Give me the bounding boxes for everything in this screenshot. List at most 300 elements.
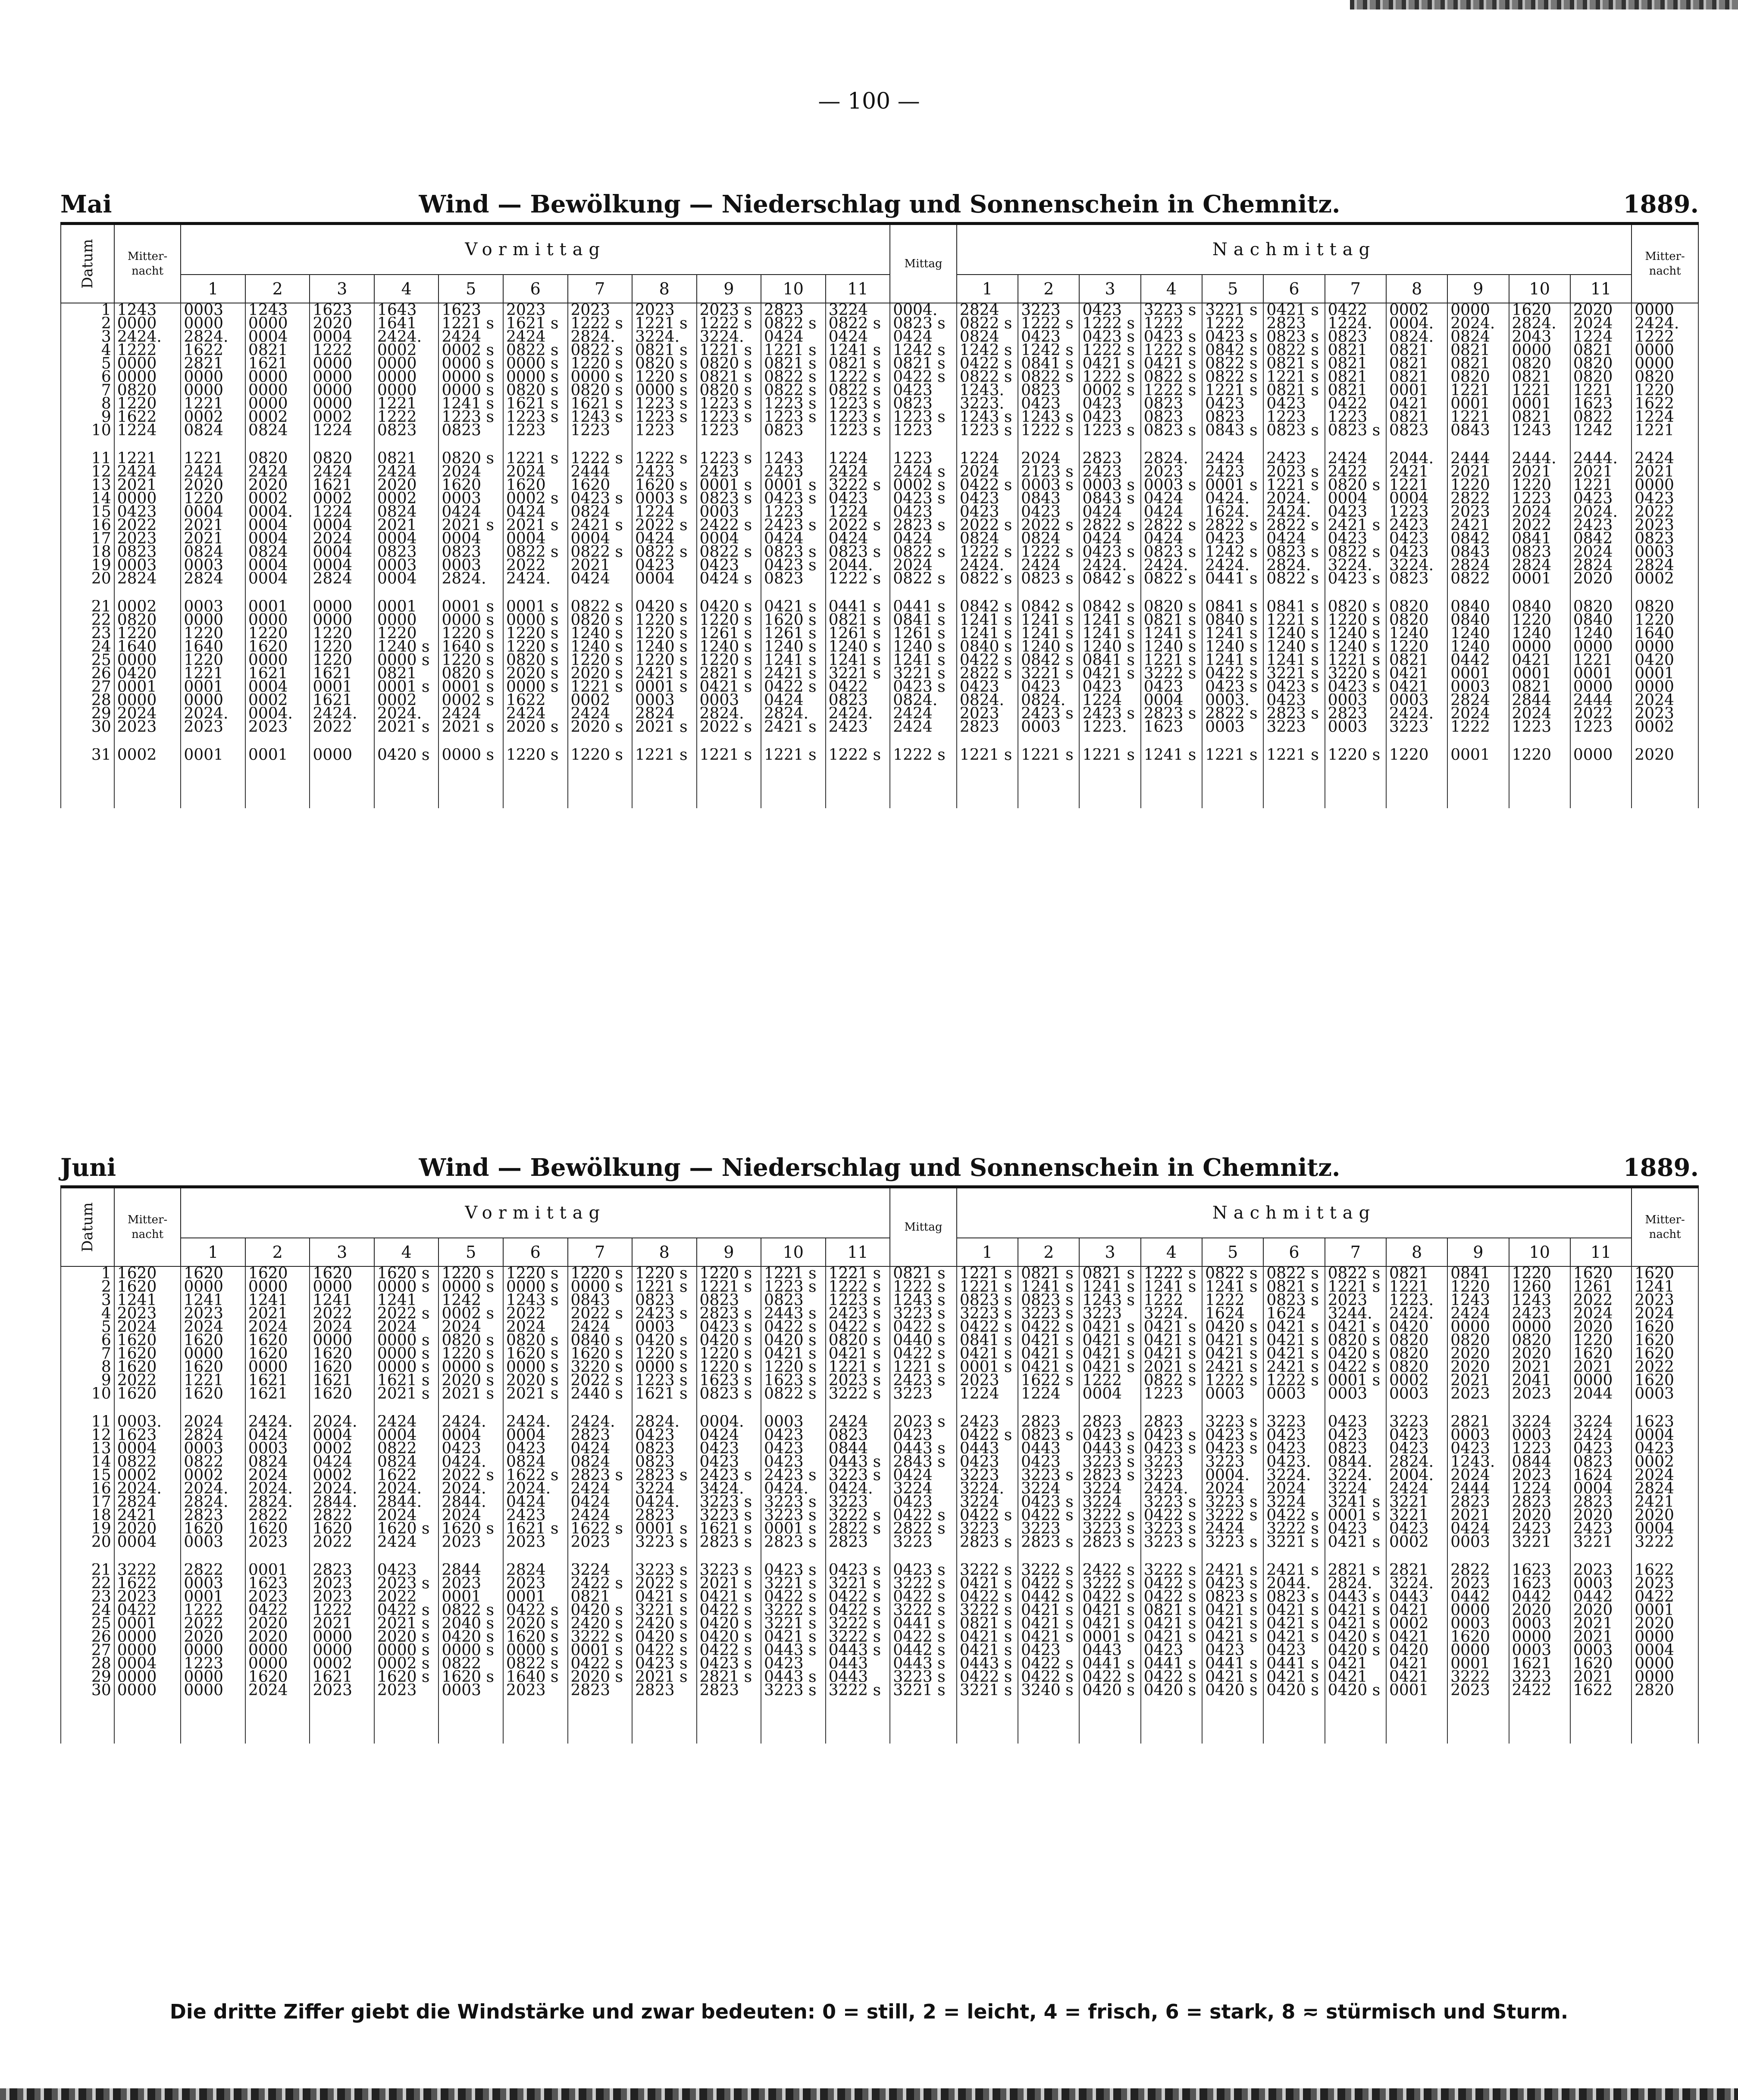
observation-cell: 1222 [1202, 1294, 1263, 1307]
nachmittag-hour-9-header: 9 [1447, 275, 1509, 303]
date-cell: 22 [61, 613, 114, 627]
observation-cell: 2424 [310, 465, 374, 478]
observation-cell: 2822 s [826, 1522, 890, 1535]
observation-cell: 1240 s [1018, 640, 1079, 653]
observation-cell: 0423 [1386, 1428, 1447, 1442]
observation-cell: 0442 [1570, 1590, 1632, 1603]
observation-cell: 0423 [1263, 694, 1325, 707]
observation-cell: 0823 [1141, 410, 1202, 424]
observation-cell: 1241 s [1141, 748, 1202, 762]
observation-cell: 0004 [114, 1535, 181, 1549]
observation-cell: 0000 s [503, 1644, 568, 1657]
observation-cell: 1220 [1386, 748, 1447, 762]
observation-cell: 1221 [1570, 653, 1632, 667]
observation-cell: 0824 [957, 532, 1018, 545]
observation-cell: 2823 [1018, 1415, 1079, 1428]
nachmittag-hour-4-header: 4 [1141, 275, 1202, 303]
observation-cell: 0004 [438, 1428, 503, 1442]
observation-cell: 2420 s [568, 1617, 633, 1630]
observation-cell: 2823 [568, 1428, 633, 1442]
observation-cell: 0822 s [1263, 572, 1325, 585]
observation-cell: 0000 [114, 653, 181, 667]
observation-cell: 2420 s [632, 1617, 697, 1630]
observation-cell: 0422 [1325, 303, 1386, 317]
date-cell: 24 [61, 640, 114, 653]
observation-cell: 1221 s [632, 317, 697, 330]
observation-cell: 3220 s [568, 1360, 633, 1374]
date-cell: 24 [61, 1603, 114, 1617]
date-cell: 11 [61, 1415, 114, 1428]
observation-cell: 0003 [1447, 680, 1509, 694]
observation-cell: 2022 [503, 1307, 568, 1320]
observation-cell: 0000 [245, 613, 310, 627]
observation-cell: 0004 [1632, 1428, 1698, 1442]
observation-cell: 0001 [1632, 667, 1698, 680]
observation-cell: 0423 s [1202, 330, 1263, 344]
observation-cell: 0423 [697, 559, 761, 572]
observation-cell: 2021 [1632, 465, 1698, 478]
observation-cell: 2823 [1079, 452, 1140, 465]
observation-cell: 2021 s [697, 1577, 761, 1590]
observation-cell: 1620 [1632, 1266, 1698, 1280]
observation-cell: 1640 [1632, 627, 1698, 640]
observation-cell: 2021 [181, 519, 245, 532]
table-row [61, 465, 1698, 478]
observation-cell: 0003 [1386, 694, 1447, 707]
table-row [61, 640, 1698, 653]
date-cell: 21 [61, 1563, 114, 1577]
observation-cell: 0421 [1386, 1630, 1447, 1644]
observation-cell: 2020 [1570, 572, 1632, 585]
vormittag-hour-1-header: 1 [181, 1238, 245, 1266]
observation-cell: 2020 s [568, 1670, 633, 1684]
observation-cell: 1221 s [1263, 370, 1325, 384]
observation-cell: 1620 [181, 1266, 245, 1280]
vormittag-hour-9-header: 9 [697, 275, 761, 303]
observation-cell: 1224 [114, 424, 181, 437]
observation-cell: 0421 s [1018, 1347, 1079, 1360]
observation-cell: 1222 s [890, 748, 957, 762]
table-row [61, 1603, 1698, 1617]
observation-cell: 1240 s [1325, 640, 1386, 653]
observation-cell: 2423 s [826, 1307, 890, 1320]
observation-cell: 0420 s [1325, 1644, 1386, 1657]
observation-cell: 0424. [438, 1455, 503, 1469]
nachmittag-hour-3-header: 3 [1079, 1238, 1140, 1266]
observation-cell: 3223 s [761, 1495, 826, 1509]
observation-cell: 0842 s [1202, 344, 1263, 357]
observation-cell: 1220 [1509, 478, 1570, 492]
observation-cell: 0004 [310, 330, 374, 344]
observation-cell: 2423 [761, 465, 826, 478]
observation-cell: 0823 [1386, 572, 1447, 585]
observation-cell: 2824 [1632, 1482, 1698, 1495]
date-cell: 20 [61, 1535, 114, 1549]
date-cell: 9 [61, 1374, 114, 1387]
observation-cell: 0820 [1447, 1334, 1509, 1347]
observation-cell: 2823 [1447, 1495, 1509, 1509]
observation-cell: 0821 s [1263, 357, 1325, 370]
observation-cell: 0000 [310, 1280, 374, 1294]
observation-cell: 2844. [438, 1495, 503, 1509]
observation-cell: 2424. [1386, 1307, 1447, 1320]
table-row [61, 1644, 1698, 1657]
observation-cell: 0423 [374, 1563, 439, 1577]
observation-cell: 0420 s [1325, 1684, 1386, 1697]
observation-cell: 2023 [1632, 1577, 1698, 1590]
observation-cell: 2424. [1141, 559, 1202, 572]
observation-cell: 2024 [245, 1684, 310, 1697]
observation-cell: 1620 s [632, 478, 697, 492]
observation-cell: 1620 s [374, 1266, 439, 1280]
may-title-row [60, 183, 1699, 222]
observation-cell: 0820 s [438, 667, 503, 680]
observation-cell: 2022 s [957, 519, 1018, 532]
observation-cell: 0000 s [438, 613, 503, 627]
observation-cell: 2421 s [761, 667, 826, 680]
observation-cell: 0423 [1570, 492, 1632, 505]
observation-cell: 0424 [1141, 505, 1202, 519]
observation-cell: 0423 s [697, 1320, 761, 1334]
observation-cell: 0000 [1632, 478, 1698, 492]
observation-cell: 3221 s [761, 1617, 826, 1630]
date-cell: 12 [61, 1428, 114, 1442]
nachmittag-hour-3-header: 3 [1079, 275, 1140, 303]
observation-cell: 0000 [181, 1280, 245, 1294]
observation-cell: 2020 [1447, 1347, 1509, 1360]
observation-cell: 1220 s [632, 1347, 697, 1360]
date-cell: 13 [61, 1442, 114, 1455]
observation-cell: 0824 [374, 505, 439, 519]
observation-cell: 0000 s [503, 680, 568, 694]
observation-cell: 1222 s [568, 317, 633, 330]
observation-cell: 0000 [1632, 640, 1698, 653]
observation-cell: 0821 [1509, 680, 1570, 694]
table-row [61, 1469, 1698, 1482]
observation-cell: 0821 [1325, 357, 1386, 370]
observation-cell: 2823 [181, 1509, 245, 1522]
observation-cell: 2824 [632, 707, 697, 720]
observation-cell: 0000 [114, 1684, 181, 1697]
observation-cell: 1220 [114, 397, 181, 410]
observation-cell: 2024 [438, 465, 503, 478]
observation-cell: 1223 [697, 424, 761, 437]
observation-cell: 0823 [1509, 545, 1570, 559]
observation-cell: 1222 s [826, 370, 890, 384]
observation-cell: 0422 s [503, 1603, 568, 1617]
observation-cell: 0423 [1263, 397, 1325, 410]
observation-cell: 3223 s [826, 1469, 890, 1482]
observation-cell: 0820 s [1325, 600, 1386, 613]
table-row [61, 410, 1698, 424]
observation-cell: 1221 [181, 397, 245, 410]
june-title-row [60, 1147, 1699, 1185]
observation-cell: 1220 [114, 627, 181, 640]
observation-cell: 1220 [310, 653, 374, 667]
observation-cell: 0821 [1386, 410, 1447, 424]
observation-cell: 1220 s [438, 653, 503, 667]
observation-cell: 0420 [1386, 1320, 1447, 1334]
observation-cell: 0003 [632, 694, 697, 707]
observation-cell: 2043 [1509, 330, 1570, 344]
observation-cell: 1641 [374, 317, 439, 330]
observation-cell: 0823 [1325, 330, 1386, 344]
table-row [61, 1563, 1698, 1577]
observation-cell: 0423 [697, 1442, 761, 1455]
observation-cell: 1223 s [503, 410, 568, 424]
observation-cell: 0001 [245, 1563, 310, 1577]
observation-cell: 3222 s [1141, 667, 1202, 680]
observation-cell: 1222 [1447, 720, 1509, 734]
observation-cell: 2823 s [1079, 1469, 1140, 1482]
observation-cell: 1261 s [761, 627, 826, 640]
observation-cell: 0002 s [374, 1657, 439, 1670]
observation-cell: 1220 s [503, 640, 568, 653]
observation-cell: 0423 [761, 1442, 826, 1455]
observation-cell: 0423 s [1202, 680, 1263, 694]
observation-cell: 1241 s [1079, 627, 1140, 640]
observation-cell: 0841 s [890, 613, 957, 627]
observation-cell: 0822 s [503, 344, 568, 357]
may-table-title: Wind — Bewölkung — Niederschlag und Sonnenschein in Chemnitz. [419, 190, 1340, 219]
observation-cell: 0001 [1632, 1603, 1698, 1617]
observation-cell: 0421 s [957, 1347, 1018, 1360]
observation-cell: 0003 [1325, 1387, 1386, 1400]
observation-cell: 2021 [1570, 1617, 1632, 1630]
observation-cell: 1243. [957, 384, 1018, 397]
decade-separator [61, 1400, 1698, 1415]
observation-cell: 1624 [1202, 1307, 1263, 1320]
observation-cell: 0820 s [568, 384, 633, 397]
observation-cell: 0000 [310, 748, 374, 762]
observation-cell: 1622 [181, 344, 245, 357]
observation-cell: 1220 s [632, 653, 697, 667]
observation-cell: 3224 [632, 1482, 697, 1495]
observation-cell: 0422 s [826, 1603, 890, 1617]
observation-cell: 2021 [374, 519, 439, 532]
observation-cell: 2424 [438, 707, 503, 720]
observation-cell: 2444 [568, 465, 633, 478]
observation-cell: 0000 [245, 370, 310, 384]
nachmittag-header: Nachmittag [957, 1187, 1632, 1238]
observation-cell: 0004 [1570, 1482, 1632, 1495]
table-row [61, 1522, 1698, 1535]
observation-cell: 2024 [374, 1509, 439, 1522]
observation-cell: 0000 [114, 694, 181, 707]
observation-cell: 2024. [438, 1482, 503, 1495]
observation-cell: 2021 [1447, 1374, 1509, 1387]
observation-cell: 3222 [114, 1563, 181, 1577]
table-row [61, 303, 1698, 317]
observation-cell: 1241 s [1079, 1280, 1140, 1294]
observation-cell: 1620 [245, 1522, 310, 1535]
datum-header: Datum [61, 224, 114, 303]
observation-cell: 2423 [1509, 1307, 1570, 1320]
observation-cell: 1223 s [697, 452, 761, 465]
observation-cell: 0421 s [957, 1644, 1018, 1657]
table-row [61, 1535, 1698, 1549]
observation-cell: 0422 s [1141, 1577, 1202, 1590]
observation-cell: 0823 s [1202, 1590, 1263, 1603]
observation-cell: 0003 [761, 1415, 826, 1428]
observation-cell: 2044 [1570, 1387, 1632, 1400]
observation-cell: 0004 [1141, 694, 1202, 707]
observation-cell: 2022 s [568, 1374, 633, 1387]
observation-cell: 0421 s [697, 1590, 761, 1603]
observation-cell: 2424 [374, 1535, 439, 1549]
observation-cell: 0002 [1632, 572, 1698, 585]
observation-cell: 2822 [181, 1563, 245, 1577]
observation-cell: 2022 [503, 559, 568, 572]
observation-cell: 0004 [1386, 492, 1447, 505]
observation-cell: 0423 [890, 505, 957, 519]
observation-cell: 2424 [1632, 452, 1698, 465]
observation-cell: 2021 [114, 478, 181, 492]
observation-cell: 1221 s [632, 1280, 697, 1294]
observation-cell: 0420 s [1202, 1684, 1263, 1697]
observation-cell: 0822 s [1141, 572, 1202, 585]
observation-cell: 0003 [1202, 1387, 1263, 1400]
observation-cell: 1220 s [761, 1360, 826, 1374]
observation-cell: 0002 [1386, 1374, 1447, 1387]
observation-cell: 2021 [1570, 1630, 1632, 1644]
observation-cell: 2824 [310, 572, 374, 585]
observation-cell: 1243 [1509, 424, 1570, 437]
observation-cell: 0421 s [1079, 1617, 1140, 1630]
observation-cell: 1241 s [1079, 613, 1140, 627]
observation-cell: 3223 s [632, 1535, 697, 1549]
observation-cell: 0423 [1141, 1644, 1202, 1657]
observation-cell: 1241 s [1202, 1280, 1263, 1294]
observation-cell: 0420 s [1079, 1684, 1140, 1697]
nachmittag-hour-8-header: 8 [1386, 275, 1447, 303]
observation-cell: 0423 [1202, 1644, 1263, 1657]
observation-cell: 2024 [503, 465, 568, 478]
observation-cell: 0001 s [1202, 478, 1263, 492]
observation-cell: 1221 s [890, 1360, 957, 1374]
observation-cell: 0000 [114, 1644, 181, 1657]
observation-cell: 0821 s [890, 1266, 957, 1280]
observation-cell: 0000 [1447, 303, 1509, 317]
observation-cell: 0820 [1386, 1360, 1447, 1374]
observation-cell: 1620 s [503, 1347, 568, 1360]
observation-cell: 1221 s [1018, 748, 1079, 762]
observation-cell: 0842 s [957, 600, 1018, 613]
observation-cell: 1221 s [1325, 653, 1386, 667]
observation-cell: 0003 [1325, 720, 1386, 734]
vormittag-header: Vormittag [181, 224, 890, 275]
observation-cell: 0004 [245, 532, 310, 545]
observation-cell: 2020 s [374, 1630, 439, 1644]
observation-cell: 3222 s [1018, 1563, 1079, 1577]
observation-cell: 1620 [1570, 1347, 1632, 1360]
observation-cell: 0001 [374, 600, 439, 613]
observation-cell: 3224. [957, 1482, 1018, 1495]
observation-cell: 0422 [245, 1603, 310, 1617]
observation-cell: 0420 s [568, 1603, 633, 1617]
observation-cell: 0004 [181, 505, 245, 519]
observation-cell: 2424. [1386, 707, 1447, 720]
observation-cell: 2022 s [568, 1307, 633, 1320]
observation-cell: 0424 [890, 330, 957, 344]
observation-cell: 0420 s [632, 1630, 697, 1644]
observation-cell: 1620 [1632, 1374, 1698, 1387]
observation-cell: 0003 [181, 559, 245, 572]
observation-cell: 2023 [1447, 1684, 1509, 1697]
observation-cell: 2024 [310, 1320, 374, 1334]
observation-cell: 0000 [310, 357, 374, 370]
observation-cell: 0000 s [438, 1644, 503, 1657]
observation-cell: 2424 [1570, 1428, 1632, 1442]
observation-cell: 1220 s [632, 627, 697, 640]
observation-cell: 0823 s [761, 545, 826, 559]
observation-cell: 0822 s [1202, 357, 1263, 370]
observation-cell: 0421 [1325, 1670, 1386, 1684]
observation-cell: 3224. [1325, 559, 1386, 572]
observation-cell: 0443 s [826, 1644, 890, 1657]
table-row [61, 532, 1698, 545]
observation-cell: 1240 s [890, 640, 957, 653]
date-cell: 12 [61, 465, 114, 478]
observation-cell: 0422 s [826, 1590, 890, 1603]
observation-cell: 0004. [1386, 317, 1447, 330]
observation-cell: 0004. [697, 1415, 761, 1428]
table-row [61, 559, 1698, 572]
observation-cell: 0001 s [1325, 1374, 1386, 1387]
observation-cell: 0420 s [1325, 1630, 1386, 1644]
observation-cell: 0421 s [632, 1590, 697, 1603]
observation-cell: 0422 [114, 1603, 181, 1617]
observation-cell: 2844 [438, 1563, 503, 1577]
observation-cell: 2023 [1325, 1294, 1386, 1307]
observation-cell: 0423 [1079, 680, 1140, 694]
observation-cell: 1220 s [632, 1266, 697, 1280]
observation-cell: 0004 [114, 1442, 181, 1455]
observation-cell: 1241 [374, 1294, 439, 1307]
wind-strength-footnote: Die dritte Ziffer giebt die Windstärke und zwar bedeuten: 0 = still, 2 = leicht, 4 = frisch, 6 = stark, 8 ≂ stürmisch und Sturm. [169, 2000, 1569, 2023]
observation-cell: 1623 [310, 303, 374, 317]
observation-cell: 0421 s [1202, 1617, 1263, 1630]
observation-cell: 1221 s [957, 1280, 1018, 1294]
observation-cell: 2823 [1263, 317, 1325, 330]
observation-cell: 0000 [114, 1670, 181, 1684]
observation-cell: 0824 [245, 545, 310, 559]
observation-cell: 0422 s [957, 357, 1018, 370]
table-row [61, 330, 1698, 344]
observation-cell: 2024. [245, 1482, 310, 1495]
observation-cell: 0821 s [890, 357, 957, 370]
observation-cell: 0821 s [697, 370, 761, 384]
observation-cell: 1241 s [1141, 627, 1202, 640]
observation-cell: 0424. [826, 1482, 890, 1495]
observation-cell: 0821 [1447, 344, 1509, 357]
observation-cell: 0820 [1570, 370, 1632, 384]
observation-cell: 3222 s [826, 1684, 890, 1697]
observation-cell: 0003 [1509, 1644, 1570, 1657]
observation-cell: 0820 s [568, 613, 633, 627]
observation-cell: 0000 [114, 357, 181, 370]
observation-cell: 2023 [114, 1307, 181, 1320]
observation-cell: 0821 [1386, 357, 1447, 370]
observation-cell: 1620 [245, 1266, 310, 1280]
vormittag-hour-3-header: 3 [310, 1238, 374, 1266]
observation-cell: 2822 s [1263, 519, 1325, 532]
observation-cell: 0423 s [1325, 680, 1386, 694]
observation-cell: 1221 [1386, 478, 1447, 492]
observation-cell: 0003 [1202, 720, 1263, 734]
page-number: — 100 — [818, 88, 920, 114]
observation-cell: 1223 s [826, 410, 890, 424]
